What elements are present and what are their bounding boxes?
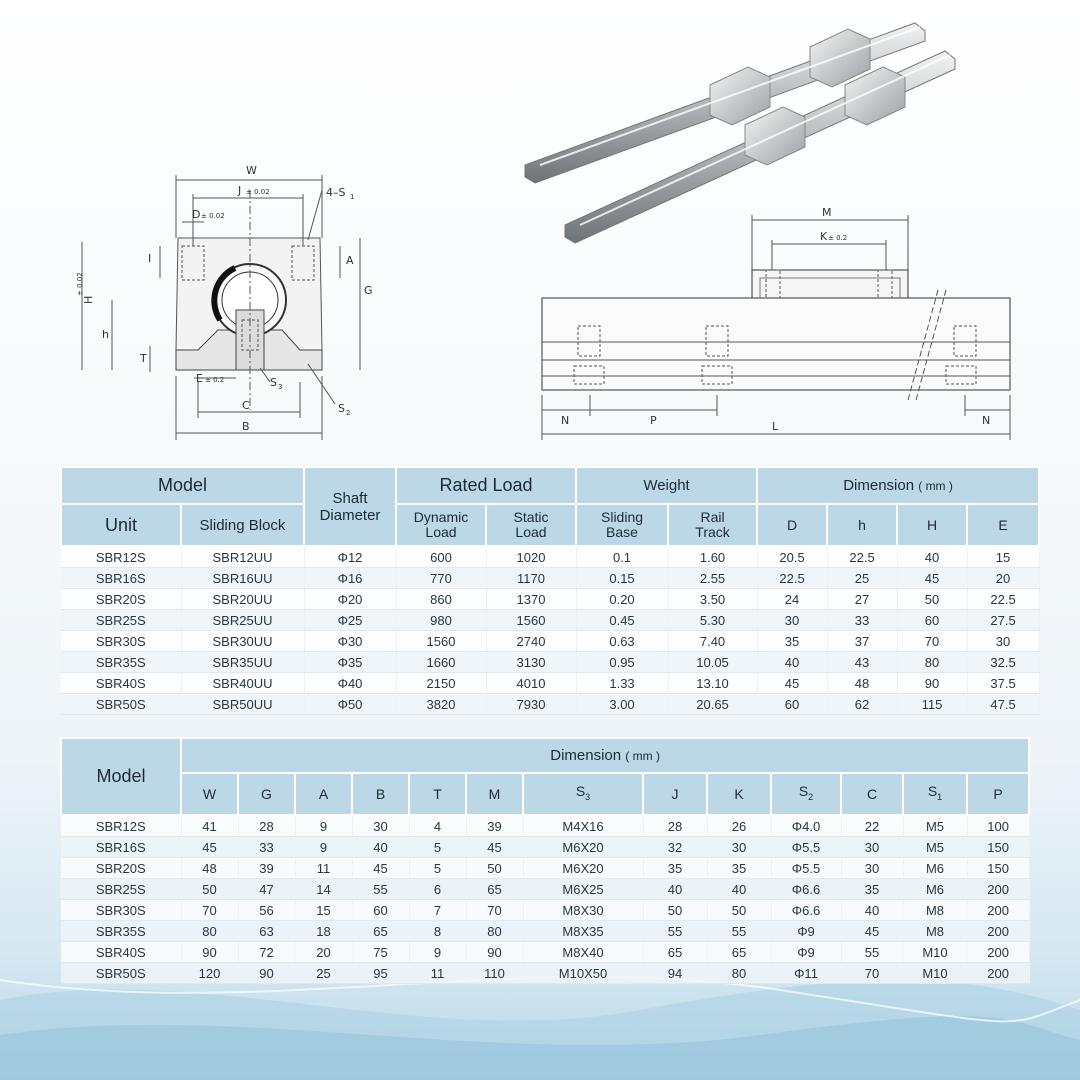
table-cell: 50 (897, 589, 967, 610)
table-cell: 0.20 (576, 589, 668, 610)
table-cell: M6X20 (523, 858, 643, 879)
side-view-drawing (530, 200, 1020, 445)
table-cell: 0.63 (576, 631, 668, 652)
table-cell: 4 (409, 815, 466, 837)
table-row (61, 589, 1039, 610)
table-cell: 90 (897, 673, 967, 694)
table-cell: 63 (238, 921, 295, 942)
table-row (61, 963, 1029, 984)
table-cell: M8 (903, 900, 967, 921)
table-row (61, 652, 1039, 673)
table-cell: 55 (643, 921, 707, 942)
header-dimension: Dimension ( mm ) (757, 467, 1039, 504)
label-w: W (246, 164, 257, 177)
table-cell: SBR16UU (181, 568, 304, 589)
table-cell: 4010 (486, 673, 576, 694)
table-cell: 3.50 (668, 589, 757, 610)
label-s1: 4–S (326, 186, 346, 199)
table-cell: SBR40S (61, 942, 181, 963)
header-model: Model (61, 738, 181, 815)
label-e-tol: ± 0.2 (205, 376, 225, 384)
table-cell: SBR35S (61, 921, 181, 942)
table-cell: 55 (707, 921, 771, 942)
table-cell: 860 (396, 589, 486, 610)
table-cell: 11 (295, 858, 352, 879)
table-cell: SBR30UU (181, 631, 304, 652)
table-cell: 0.45 (576, 610, 668, 631)
table-cell: 50 (707, 900, 771, 921)
table-cell: M5 (903, 837, 967, 858)
table-cell: 70 (841, 963, 903, 984)
label-m: M (822, 206, 832, 219)
table-cell: 0.95 (576, 652, 668, 673)
table-cell: SBR12S (61, 815, 181, 837)
table-cell: 1170 (486, 568, 576, 589)
label-b: B (242, 420, 250, 433)
label-a: A (346, 254, 354, 267)
header-s3: $S_3$ (523, 773, 643, 815)
table-cell: 40 (841, 900, 903, 921)
table-cell: 150 (967, 837, 1029, 858)
header-model: Model (61, 467, 304, 504)
table-cell: SBR40UU (181, 673, 304, 694)
table-cell: 80 (466, 921, 523, 942)
table-cell: 90 (466, 942, 523, 963)
table-cell: M10 (903, 963, 967, 984)
table-cell: Φ16 (304, 568, 396, 589)
table-cell: 2.55 (668, 568, 757, 589)
table-cell: Φ40 (304, 673, 396, 694)
header-rated-load: Rated Load (396, 467, 576, 504)
table-cell: 200 (967, 942, 1029, 963)
table-cell: 2150 (396, 673, 486, 694)
label-d-tol: ± 0.02 (201, 212, 225, 220)
table-cell: M6X20 (523, 837, 643, 858)
table-cell: M8 (903, 921, 967, 942)
table-cell: 600 (396, 546, 486, 568)
table-cell: M6 (903, 879, 967, 900)
header-j: J (643, 773, 707, 815)
table-cell: SBR30S (61, 900, 181, 921)
table-cell: 90 (181, 942, 238, 963)
table-cell: 1020 (486, 546, 576, 568)
table-cell: 980 (396, 610, 486, 631)
table-cell: 80 (897, 652, 967, 673)
label-g: G (364, 284, 373, 297)
table-cell: 7930 (486, 694, 576, 715)
table-cell: 15 (967, 546, 1039, 568)
table-cell: 20 (967, 568, 1039, 589)
label-j-tol: ± 0.02 (246, 188, 270, 196)
table-row (61, 879, 1029, 900)
table-cell: 770 (396, 568, 486, 589)
table-cell: 35 (757, 631, 827, 652)
table-cell: 48 (181, 858, 238, 879)
table-cell: 37.5 (967, 673, 1039, 694)
label-s2: S (338, 402, 345, 415)
header-t: T (409, 773, 466, 815)
table-cell: 100 (967, 815, 1029, 837)
header-unit: Unit (61, 504, 181, 546)
table-cell: 1.33 (576, 673, 668, 694)
table-cell: Φ9 (771, 921, 841, 942)
table-cell: 110 (466, 963, 523, 984)
header-k: K (707, 773, 771, 815)
table-row (61, 631, 1039, 652)
table-cell: 1660 (396, 652, 486, 673)
table-cell: 56 (238, 900, 295, 921)
header-s2: $S_2$ (771, 773, 841, 815)
table-cell: 22.5 (967, 589, 1039, 610)
table-cell: 22.5 (757, 568, 827, 589)
table-cell: SBR40S (61, 673, 181, 694)
table-cell: 7 (409, 900, 466, 921)
table-cell: 27 (827, 589, 897, 610)
table-cell: SBR12UU (181, 546, 304, 568)
table-cell: 0.1 (576, 546, 668, 568)
table-cell: 70 (466, 900, 523, 921)
table-cell: 8 (409, 921, 466, 942)
table-cell: SBR50S (61, 963, 181, 984)
table-cell: 27.5 (967, 610, 1039, 631)
table-cell: 5 (409, 858, 466, 879)
table-cell: Φ4.0 (771, 815, 841, 837)
label-l: L (772, 420, 779, 433)
table-row (61, 837, 1029, 858)
table-cell: 45 (757, 673, 827, 694)
table-cell: 200 (967, 921, 1029, 942)
table-cell: M6 (903, 858, 967, 879)
rated-load-table-body (61, 546, 1039, 715)
table-cell: 3130 (486, 652, 576, 673)
table-cell: SBR12S (61, 546, 181, 568)
table-cell: 10.05 (668, 652, 757, 673)
table-cell: 41 (181, 815, 238, 837)
table-cell: 14 (295, 879, 352, 900)
table-cell: 65 (352, 921, 409, 942)
table-cell: 50 (181, 879, 238, 900)
table-cell: 150 (967, 858, 1029, 879)
table-row (61, 610, 1039, 631)
table-cell: Φ5.5 (771, 837, 841, 858)
header-e: E (967, 504, 1039, 546)
table-cell: SBR25S (61, 610, 181, 631)
table-cell: 9 (295, 815, 352, 837)
table-cell: 55 (841, 942, 903, 963)
label-n-left: N (561, 414, 570, 427)
table-cell: 7.40 (668, 631, 757, 652)
header-sliding-base: Sliding Base (576, 504, 668, 546)
label-h: h (102, 328, 109, 341)
table-cell: 33 (238, 837, 295, 858)
label-s1-sub: 1 (350, 193, 355, 201)
table-row (61, 815, 1029, 837)
table-cell: M5 (903, 815, 967, 837)
table-cell: 40 (757, 652, 827, 673)
label-t: T (140, 352, 147, 365)
table-cell: 30 (757, 610, 827, 631)
table-cell: SBR16S (61, 837, 181, 858)
table-cell: 3.00 (576, 694, 668, 715)
label-p: P (650, 414, 657, 427)
table-cell: 1370 (486, 589, 576, 610)
table-cell: 40 (643, 879, 707, 900)
table-cell: M8X30 (523, 900, 643, 921)
header-g: G (238, 773, 295, 815)
table-cell: M8X35 (523, 921, 643, 942)
header-c: C (841, 773, 903, 815)
label-n-right: N (982, 414, 991, 427)
table-cell: SBR35UU (181, 652, 304, 673)
table-cell: SBR20S (61, 589, 181, 610)
table-cell: 50 (643, 900, 707, 921)
table-cell: 20 (295, 942, 352, 963)
table-cell: Φ6.6 (771, 900, 841, 921)
table-cell: 70 (181, 900, 238, 921)
table-cell: 200 (967, 879, 1029, 900)
table-cell: 0.15 (576, 568, 668, 589)
table-cell: Φ12 (304, 546, 396, 568)
label-d: D (192, 208, 201, 221)
table-cell: 62 (827, 694, 897, 715)
dimension-table (60, 737, 1030, 984)
table-cell: 30 (841, 837, 903, 858)
table-cell: 40 (897, 546, 967, 568)
table-cell: 39 (466, 815, 523, 837)
table-cell: M4X16 (523, 815, 643, 837)
table-cell: 30 (352, 815, 409, 837)
table-cell: 30 (707, 837, 771, 858)
table-row (61, 921, 1029, 942)
table-cell: 13.10 (668, 673, 757, 694)
table-cell: M10 (903, 942, 967, 963)
table-cell: Φ6.6 (771, 879, 841, 900)
table-cell: 37 (827, 631, 897, 652)
table-cell: 94 (643, 963, 707, 984)
table-cell: 22 (841, 815, 903, 837)
header-d: D (757, 504, 827, 546)
table-cell: Φ9 (771, 942, 841, 963)
table-cell: 120 (181, 963, 238, 984)
header-s1: $S_1$ (903, 773, 967, 815)
label-h-cap-tol: ± 0.02 (76, 272, 84, 296)
table-cell: Φ35 (304, 652, 396, 673)
label-s2-sub: 2 (346, 409, 351, 417)
label-e: E (196, 372, 203, 385)
table-cell: 11 (409, 963, 466, 984)
table-cell: 95 (352, 963, 409, 984)
label-k-tol: ± 0.2 (828, 234, 848, 242)
table-cell: M6X25 (523, 879, 643, 900)
table-cell: 45 (466, 837, 523, 858)
table-cell: 200 (967, 963, 1029, 984)
table-cell: 9 (295, 837, 352, 858)
table-cell: 5 (409, 837, 466, 858)
table-cell: 80 (707, 963, 771, 984)
table-cell: 75 (352, 942, 409, 963)
table-cell: 45 (897, 568, 967, 589)
table-cell: SBR16S (61, 568, 181, 589)
table-cell: 26 (707, 815, 771, 837)
header-sliding-block: Sliding Block (181, 504, 304, 546)
table-cell: 39 (238, 858, 295, 879)
table-cell: 90 (238, 963, 295, 984)
table-row (61, 694, 1039, 715)
table-cell: 115 (897, 694, 967, 715)
table-cell: 32 (643, 837, 707, 858)
header-dynamic-load: Dynamic Load (396, 504, 486, 546)
header-shaft-diameter: Shaft Diameter (304, 467, 396, 546)
table-cell: SBR50UU (181, 694, 304, 715)
table-cell: 9 (409, 942, 466, 963)
header-b: B (352, 773, 409, 815)
dimension-table-body (61, 815, 1029, 984)
table-cell: 24 (757, 589, 827, 610)
table-cell: SBR20S (61, 858, 181, 879)
table-cell: SBR50S (61, 694, 181, 715)
label-i: I (148, 252, 152, 265)
rated-load-table (60, 466, 1040, 715)
table-cell: 30 (841, 858, 903, 879)
table-cell: 45 (352, 858, 409, 879)
table-cell: 28 (643, 815, 707, 837)
cross-section-drawing (60, 150, 400, 450)
table-cell: 40 (352, 837, 409, 858)
header-w: W (181, 773, 238, 815)
label-j: J (238, 184, 242, 197)
table-cell: 28 (238, 815, 295, 837)
table-cell: 200 (967, 900, 1029, 921)
header-dimension: Dimension ( mm ) (181, 738, 1029, 773)
table-cell: 30 (967, 631, 1039, 652)
table-cell: 25 (295, 963, 352, 984)
table-cell: M10X50 (523, 963, 643, 984)
table-cell: 50 (466, 858, 523, 879)
table-row (61, 546, 1039, 568)
table-cell: 45 (181, 837, 238, 858)
header-static-load: Static Load (486, 504, 576, 546)
table-row (61, 673, 1039, 694)
table-cell: SBR25S (61, 879, 181, 900)
table-cell: 20.65 (668, 694, 757, 715)
header-rail-track: Rail Track (668, 504, 757, 546)
table-cell: 3820 (396, 694, 486, 715)
table-cell: 70 (897, 631, 967, 652)
table-cell: 65 (707, 942, 771, 963)
table-cell: 47 (238, 879, 295, 900)
table-cell: 33 (827, 610, 897, 631)
table-row (61, 568, 1039, 589)
table-cell: 60 (897, 610, 967, 631)
label-h-cap: H (82, 295, 95, 304)
table-cell: 65 (466, 879, 523, 900)
table-cell: SBR35S (61, 652, 181, 673)
table-cell: 2740 (486, 631, 576, 652)
table-cell: 22.5 (827, 546, 897, 568)
table-cell: 35 (707, 858, 771, 879)
table-cell: 80 (181, 921, 238, 942)
header-h-cap: H (897, 504, 967, 546)
label-c: C (242, 399, 250, 412)
label-s3-sub: 3 (278, 383, 283, 391)
label-s3: S (270, 376, 277, 389)
table-cell: Φ11 (771, 963, 841, 984)
table-cell: 25 (827, 568, 897, 589)
table-cell: SBR25UU (181, 610, 304, 631)
table-row (61, 900, 1029, 921)
header-a: A (295, 773, 352, 815)
table-cell: 5.30 (668, 610, 757, 631)
table-cell: Φ50 (304, 694, 396, 715)
table-row (61, 942, 1029, 963)
table-cell: Φ25 (304, 610, 396, 631)
table-cell: SBR20UU (181, 589, 304, 610)
table-cell: 20.5 (757, 546, 827, 568)
table-cell: 35 (841, 879, 903, 900)
table-cell: Φ20 (304, 589, 396, 610)
table-cell: 6 (409, 879, 466, 900)
table-cell: 15 (295, 900, 352, 921)
table-cell: SBR30S (61, 631, 181, 652)
table-row (61, 858, 1029, 879)
table-cell: 43 (827, 652, 897, 673)
label-k: K (820, 230, 828, 243)
table-cell: 47.5 (967, 694, 1039, 715)
table-cell: 65 (643, 942, 707, 963)
table-cell: 55 (352, 879, 409, 900)
table-cell: 72 (238, 942, 295, 963)
table-cell: 1560 (396, 631, 486, 652)
table-cell: 60 (352, 900, 409, 921)
header-weight: Weight (576, 467, 757, 504)
header-m: M (466, 773, 523, 815)
table-cell: 40 (707, 879, 771, 900)
table-cell: 48 (827, 673, 897, 694)
table-cell: Φ30 (304, 631, 396, 652)
table-cell: 35 (643, 858, 707, 879)
table-cell: Φ5.5 (771, 858, 841, 879)
header-p: P (967, 773, 1029, 815)
table-cell: 1.60 (668, 546, 757, 568)
table-cell: 18 (295, 921, 352, 942)
header-h: h (827, 504, 897, 546)
table-cell: 32.5 (967, 652, 1039, 673)
table-cell: 60 (757, 694, 827, 715)
table-cell: 45 (841, 921, 903, 942)
table-cell: M8X40 (523, 942, 643, 963)
table-cell: 1560 (486, 610, 576, 631)
